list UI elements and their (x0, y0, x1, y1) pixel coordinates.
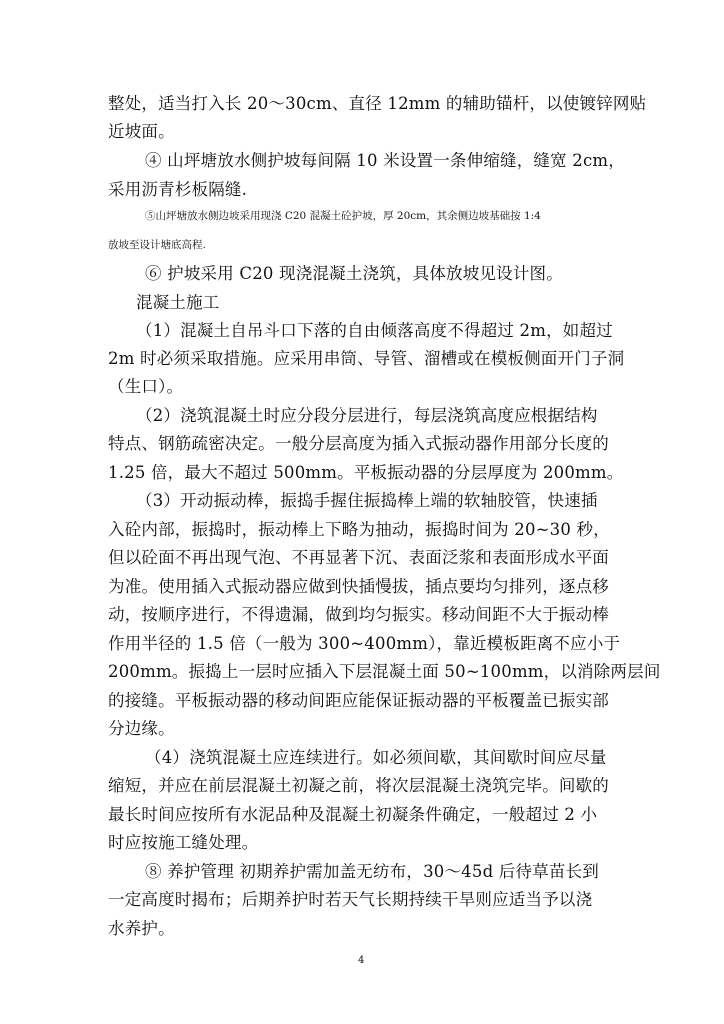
text-line: ⑥ 护坡采用 C20 现浇混凝土浇筑，具体放坡见设计图。 (145, 264, 563, 283)
text-line: ④ 山坪塘放水侧护坡每间隔 10 米设置一条伸缩缝，缝宽 2cm， (145, 151, 625, 170)
text-line: 2m 时必须采取措施。应采用串筒、导管、溜槽或在模板侧面开门子洞 (108, 349, 625, 368)
text-line: 放坡至设计塘底高程. (108, 239, 206, 251)
text-line: 入砼内部，振捣时，振动棒上下略为抽动，振捣时间为 20~30 秒， (108, 520, 610, 539)
text-line: 动，按顺序进行，不得遗漏，做到均匀振实。移动间距不大于振动棒 (108, 605, 609, 624)
text-line: 近坡面。 (108, 122, 175, 141)
text-line: 整处，适当打入长 20～30cm、直径 12mm 的辅助锚杆，以使镀锌网贴 (108, 94, 647, 113)
page-number: 4 (358, 955, 365, 966)
text-line: ⑧ 养护管理 初期养护需加盖无纺布，30～45d 后待草苗长到 (145, 862, 599, 881)
text-line: 特点、钢筋疏密决定。一般分层高度为插入式振动器作用部分长度的 (108, 434, 609, 453)
text-line: 1.25 倍，最大不超过 500mm。平板振动器的分层厚度为 200mm。 (108, 463, 624, 482)
text-line: （1）混凝土自吊斗口下落的自由倾落高度不得超过 2m，如超过 (136, 321, 613, 340)
text-line: （生口）。 (108, 377, 184, 396)
text-line: ⑤山坪塘放水侧边坡采用现浇 C20 混凝土砼护坡，厚 20cm，其余侧边坡基础按 1:4 (145, 210, 541, 222)
text-line: 为准。使用插入式振动器应做到快插慢拔，插点要均匀排列，逐点移 (108, 577, 609, 596)
text-line: 分边缘。 (108, 719, 175, 738)
text-line: 一定高度时揭布；后期养护时若天气长期持续干旱则应适当予以浇 (108, 890, 593, 909)
text-line: 最长时间应按所有水泥品种及混凝土初凝条件确定，一般超过 2 小 (108, 805, 598, 824)
text-line: （2）浇筑混凝土时应分段分层进行，每层浇筑高度应根据结构 (136, 406, 598, 425)
text-line: 的接缝。平板振动器的移动间距应能保证振动器的平板覆盖已振实部 (108, 691, 609, 710)
text-line: 作用半径的 1.5 倍（一般为 300~400mm），靠近模板距离不应小于 (108, 634, 621, 653)
text-line: 时应按施工缝处理。 (108, 833, 259, 852)
text-line: （4）浇筑混凝土应连续进行。如必须间歇，其间歇时间应尽量 (145, 748, 607, 767)
text-line: 200mm。振捣上一层时应插入下层混凝土面 50~100mm，以消除两层间 (108, 662, 661, 681)
text-line: （3）开动振动棒，振捣手握住振捣棒上端的软轴胶管，快速插 (136, 491, 598, 510)
section-heading: 混凝土施工 (136, 293, 220, 312)
text-line: 缩短，并应在前层混凝土初凝之前，将次层混凝土浇筑完毕。间歇的 (108, 776, 609, 795)
text-line: 水养护。 (108, 919, 175, 938)
text-line: 采用沥青杉板隔缝. (108, 180, 248, 199)
text-line: 但以砼面不再出现气泡、不再显著下沉、表面泛浆和表面形成水平面 (108, 548, 609, 567)
